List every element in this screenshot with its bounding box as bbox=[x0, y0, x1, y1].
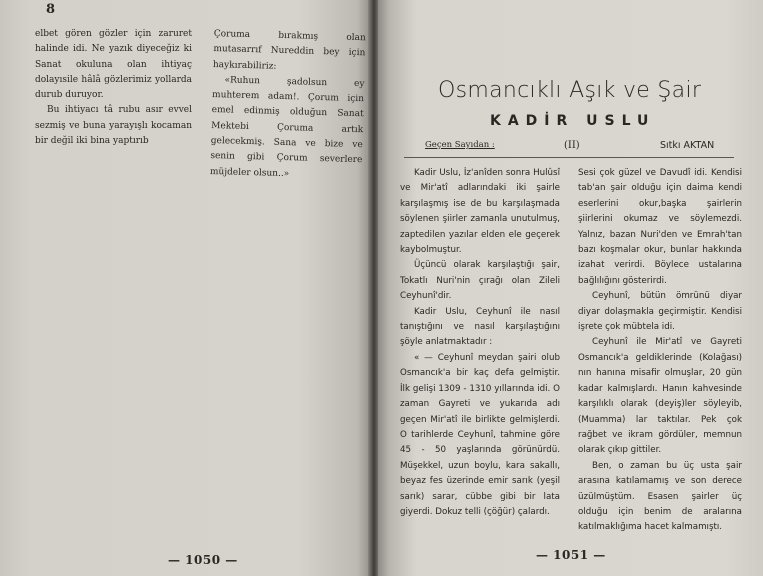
paragraph: Kadir Uslu, İz'anîden sonra Hulûsî ve Mir'atî adlarındaki iki şairle karşılaşmış ise de bu karşılaşmada söylenen şiirler zamanla unutulmuş, zaptedilen yazılar elden ele geçerek kaybolmuştur. bbox=[400, 168, 560, 256]
paragraph: Üçüncü olarak karşılaştığı şair, Tokatlı Nuri'nin çırağı olan Zileli Ceyhunî'dir. bbox=[400, 260, 560, 302]
right-column-2 bbox=[578, 166, 742, 536]
article-title: Osmancıklı Aşık ve Şair bbox=[438, 78, 702, 103]
part-number: (II) bbox=[564, 140, 580, 151]
previous-issue-label: Geçen Sayıdan : bbox=[425, 140, 495, 150]
author-name: Sıtkı AKTAN bbox=[660, 140, 715, 151]
paragraph: «Ruhun şadolsun ey muhterem adam!. Çorum için emel edinmiş olduğun Sanat Mektebi Çoruma artık gelecekmiş. Sana ve bize ve senin gibi Çorum severlere müjdeler olsun..» bbox=[209, 75, 365, 179]
paragraph: elbet gören gözler için zaruret halinde idi. Ne yazık diyeceğiz ki Sanat okuluna olan ihtiyaç dolayısile hâlâ gözlerimiz yollarda durub duruyor. bbox=[35, 29, 192, 101]
article-subtitle: KADİR USLU bbox=[490, 113, 656, 129]
right-page bbox=[378, 0, 763, 576]
left-page bbox=[0, 0, 372, 576]
left-column-2 bbox=[210, 27, 366, 184]
paragraph: Bu ihtiyacı tâ rubu asır evvel sezmiş ve buna yarayışlı kocaman bir değil iki bina yaptırıb bbox=[35, 105, 192, 147]
left-page-footer-number: — 1050 — bbox=[168, 553, 238, 567]
paragraph: Çoruma bırakmış olan mutasarrıf Nureddin bey için haykırabiliriz: bbox=[212, 28, 366, 72]
left-column-1 bbox=[35, 27, 192, 149]
right-column-1 bbox=[400, 166, 560, 520]
paragraph: Ben, o zaman bu üç usta şair arasına katılamamış ve son derece üzülmüştüm. Esasen şairler üç olduğu için benim de aralarına katılmaklığıma hacet kalmamıştı. bbox=[578, 460, 742, 533]
paragraph: Ceyhunî ile Mir'atî ve Gayreti Osmancık'a geldiklerinde (Kolağası) nın hanına misafir olmuşlar, 20 gün kadar kalmışlardı. Hanın kahvesinde karşılıklı olarak (deyiş)ler söyleyib, (Muamma) lar taktılar. Pek çok rağbet ve ikram gördüler, memnun olarak çıkıp gittiler. bbox=[578, 337, 742, 456]
paragraph: Sesi çok güzel ve Davudî idi. Kendisi tab'an şair olduğu için daima kendi eserlerini okur,başka şairlerin şiirlerini okumaz ve söylemezdi. Yalnız, bazan Nuri'den ve Emrah'tan bazı koşmalar okur, bunlar hakkında izahat verirdi. Böylece ustalarına bağlılığını gösterirdi. bbox=[578, 168, 742, 286]
paragraph: « — Ceyhunî meydan şairi olub Osmancık'a bir kaç defa gelmiştir. İlk gelişi 1309 - 1310 yıllarında idi. O zaman Gayreti ve yukarıda adı geçen Mir'atî ile birlikte gelmişlerdi. O tarihlerde Ceyhunî, tahmine göre 45 - 50 yaşlarında görünürdü. Müşekkel, uzun boylu, kara sakallı, beyaz fes üzerinde emir sarık (yeşil sarık) sarar, cübbe gibi bir lata giyerdi. Dokuz telli (çöğür) çalardı. bbox=[400, 352, 560, 517]
right-page-footer-number: — 1051 — bbox=[536, 548, 606, 562]
top-page-number: 8 bbox=[46, 2, 56, 17]
paragraph: Kadir Uslu, Ceyhunî ile nasıl tanıştığını ve nasıl karşılaştığını şöyle anlatmaktadır : bbox=[400, 306, 560, 348]
paragraph: Ceyhunî, bütün ömrünü diyar diyar dolaşmakla geçirmiştir. Kendisi işrete çok mübtela idi. bbox=[578, 291, 742, 333]
divider bbox=[404, 157, 734, 158]
